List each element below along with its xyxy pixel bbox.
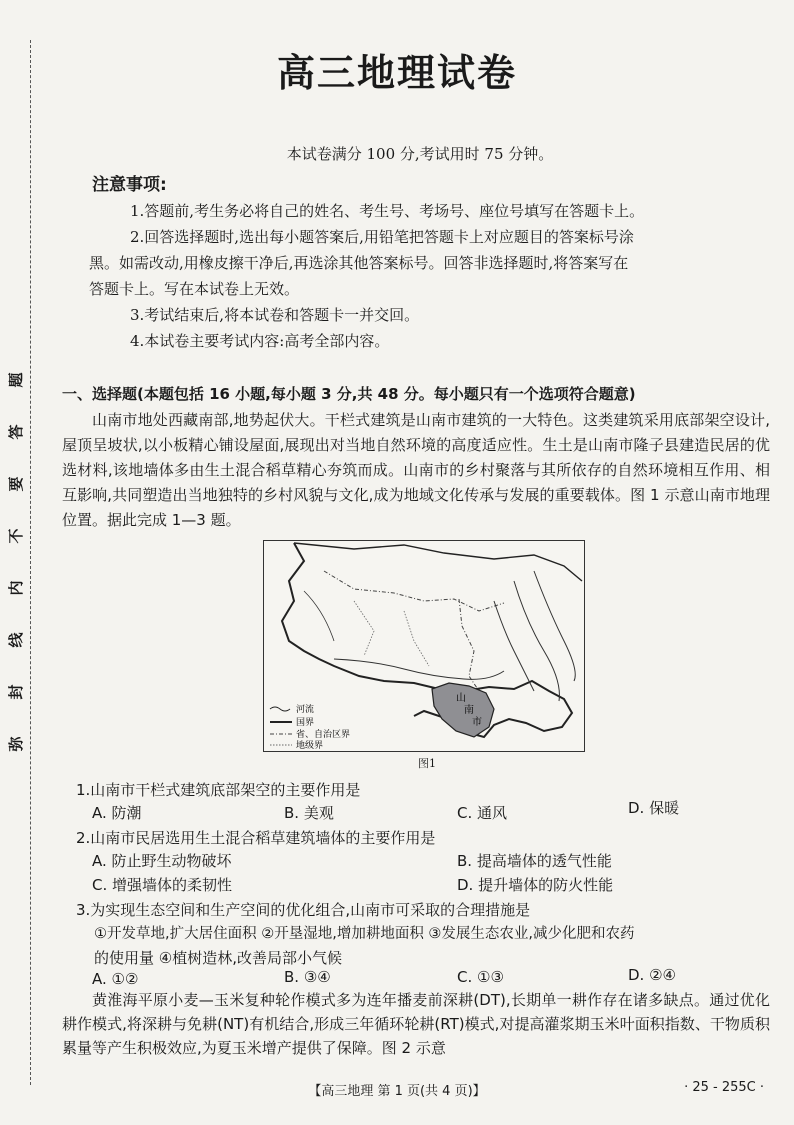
prefecture-boundary bbox=[404, 611, 429, 666]
q3-option-b: B. ③④ bbox=[284, 968, 331, 986]
q2-option-a: A. 防止野生动物破坏 bbox=[92, 852, 232, 870]
binding-char: 封 bbox=[7, 684, 25, 700]
q1-option-b: B. 美观 bbox=[284, 804, 334, 822]
binding-char: 答 bbox=[7, 424, 25, 440]
legend-border: 国界 bbox=[296, 718, 315, 728]
q2-option-c: C. 增强墙体的柔韧性 bbox=[92, 876, 233, 894]
province-boundary bbox=[324, 571, 504, 611]
question-3-choices-line1: ①开发草地,扩大居住面积 ②开垦湿地,增加耕地面积 ③发展生态农业,减少化肥和农药 bbox=[94, 926, 635, 942]
notice-item: 2.回答选择题时,选出每小题答案后,用铅笔把答题卡上对应题目的答案标号涂 bbox=[130, 228, 634, 246]
question-1-stem: 1.山南市干栏式建筑底部架空的主要作用是 bbox=[76, 781, 361, 799]
figure-1-caption: 图1 bbox=[418, 757, 436, 770]
question-2-stem: 2.山南市民居选用生土混合稻草建筑墙体的主要作用是 bbox=[76, 829, 436, 847]
notice-item: 黑。如需改动,用橡皮擦干净后,再选涂其他答案标号。回答非选择题时,将答案写在 bbox=[89, 254, 629, 272]
q1-option-c: C. 通风 bbox=[457, 804, 508, 822]
binding-char: 内 bbox=[7, 580, 25, 596]
figure-1-map bbox=[263, 540, 585, 752]
q3-option-c: C. ①③ bbox=[457, 968, 504, 986]
binding-char: 不 bbox=[7, 528, 25, 544]
legend-river: 河流 bbox=[296, 705, 315, 715]
notice-item: 1.答题前,考生务必将自己的姓名、考生号、考场号、座位号填写在答题卡上。 bbox=[130, 202, 645, 220]
exam-title: 高三地理试卷 bbox=[276, 51, 517, 95]
region-label-1: 山 bbox=[456, 693, 466, 704]
river bbox=[534, 571, 575, 681]
binding-line bbox=[30, 40, 31, 1085]
map-legend bbox=[270, 703, 350, 751]
notice-heading: 注意事项: bbox=[92, 175, 167, 195]
legend-prefecture: 地级界 bbox=[296, 741, 324, 751]
binding-char: 要 bbox=[7, 476, 25, 492]
binding-margin-text bbox=[6, 360, 26, 776]
legend-province: 省、自治区界 bbox=[296, 730, 351, 740]
section-heading: 一、选择题(本题包括 16 小题,每小题 3 分,共 48 分。每小题只有一个选项符合题意) bbox=[62, 385, 636, 403]
binding-char: 题 bbox=[7, 372, 25, 388]
river bbox=[304, 591, 334, 641]
notice-item: 4.本试卷主要考试内容:高考全部内容。 bbox=[130, 332, 390, 350]
question-3-choices-line2: 的使用量 ④植树造林,改善局部小气候 bbox=[94, 949, 342, 967]
intro-text: 山南市地处西藏南部,地势起伏大。干栏式建筑是山南市建筑的一大特色。这类建筑采用底部架空设计,屋顶呈坡状,以小板精心铺设屋面,展现出对当地自然环境的高度适应性。生土是山南市隆子县建造民居的优选材料,该地墙体多由生土混合稻草精心夯筑而成。山南市的乡村聚落与其所依存的自然环境相互作用、相互影响,共同塑造出当地独特的乡村风貌与文化,成为地域文化传承与发展的重要载体。图 1 示意山南市地理位置。据此完成 1—3 题。 bbox=[62, 411, 770, 529]
region-label-2: 南 bbox=[464, 705, 474, 716]
passage-2-text: 黄淮海平原小麦—玉米复种轮作模式多为连年播麦前深耕(DT),长期单一耕作存在诸多缺点。通过优化耕作模式,将深耕与免耕(NT)有机结合,形成三年循环轮耕(RT)模式,对提高灌浆期玉米叶面积指数、干物质积累量等产生积极效应,为夏玉米增产提供了保障。图 2 示意 bbox=[62, 991, 770, 1057]
legend-river-symbol bbox=[270, 707, 290, 711]
passage-2 bbox=[62, 988, 770, 1060]
binding-char: 线 bbox=[7, 632, 25, 648]
national-border-north bbox=[294, 543, 582, 581]
notice-list bbox=[89, 198, 752, 354]
intro-passage bbox=[62, 408, 770, 533]
notice-item: 3.考试结束后,将本试卷和答题卡一并交回。 bbox=[130, 306, 420, 324]
exam-subtitle: 本试卷满分 100 分,考试用时 75 分钟。 bbox=[286, 145, 554, 163]
map-svg bbox=[264, 541, 584, 751]
footer-exam-code: · 25 - 255C · bbox=[684, 1080, 764, 1095]
binding-char: 弥 bbox=[7, 736, 25, 752]
question-3-stem: 3.为实现生态空间和生产空间的优化组合,山南市可采取的合理措施是 bbox=[76, 901, 531, 919]
q2-option-d: D. 提升墙体的防火性能 bbox=[457, 876, 614, 894]
q3-option-d: D. ②④ bbox=[628, 966, 676, 984]
province-boundary bbox=[459, 599, 479, 691]
q3-option-a: A. ①② bbox=[92, 970, 139, 988]
river bbox=[494, 601, 534, 691]
q1-option-a: A. 防潮 bbox=[92, 804, 142, 822]
shannan-region bbox=[432, 683, 494, 737]
q1-option-d: D. 保暖 bbox=[628, 799, 680, 817]
notice-item: 答题卡上。写在本试卷上无效。 bbox=[89, 280, 300, 298]
region-label-3: 市 bbox=[472, 717, 482, 728]
q2-option-b: B. 提高墙体的透气性能 bbox=[457, 852, 612, 870]
prefecture-boundary bbox=[354, 601, 374, 656]
footer-page-info: 【高三地理 第 1 页(共 4 页)】 bbox=[308, 1084, 486, 1099]
